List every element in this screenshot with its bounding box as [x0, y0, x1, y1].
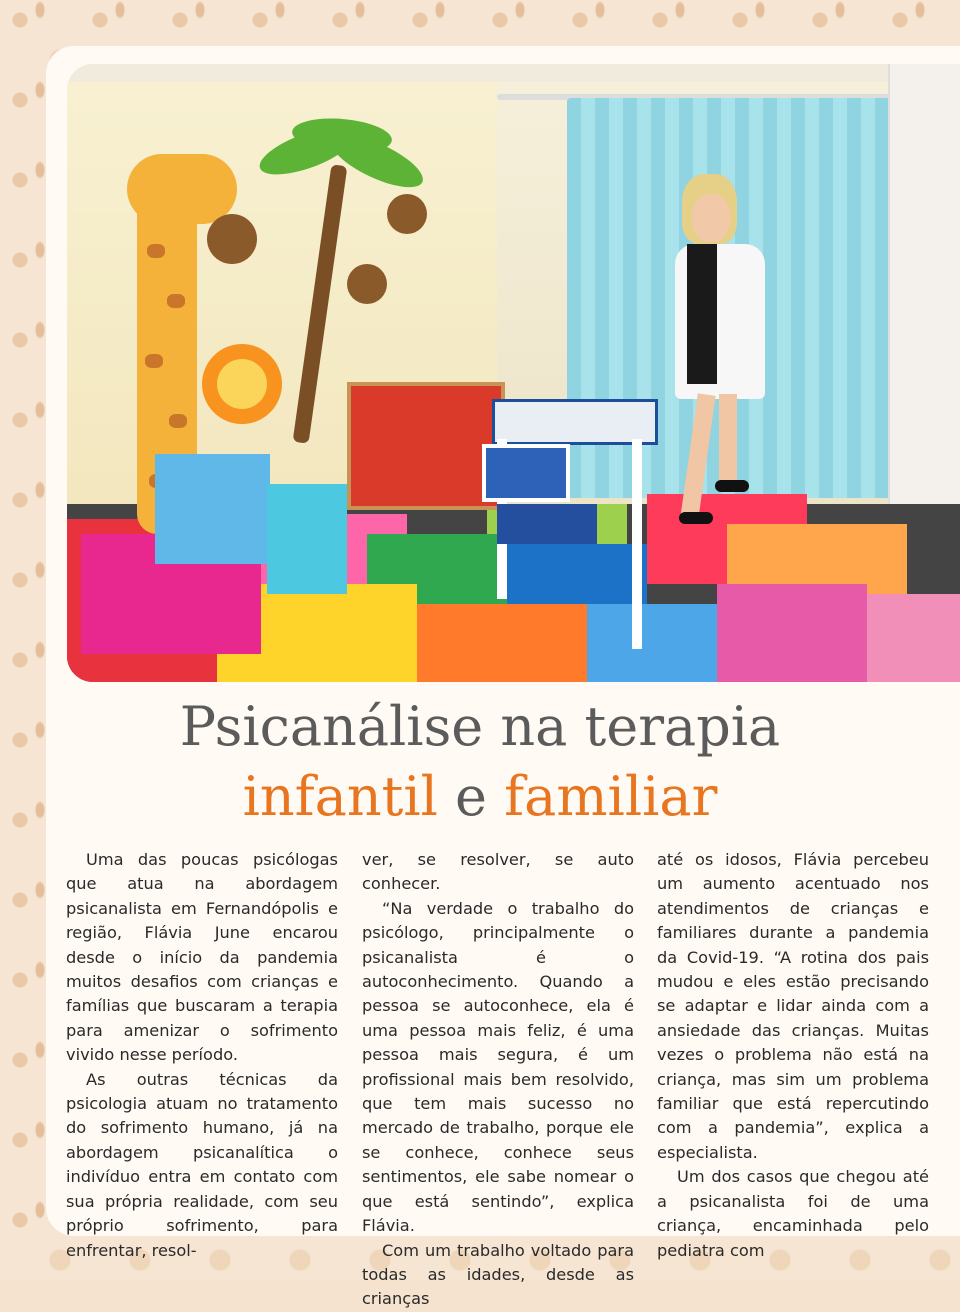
- toy-box: [155, 454, 270, 564]
- lion-face: [217, 359, 267, 409]
- headline-line-1: Psicanálise na terapia: [179, 695, 781, 758]
- giraffe-spot: [169, 414, 187, 428]
- giraffe-head: [127, 154, 237, 224]
- giraffe-spot: [145, 354, 163, 368]
- headline-conjunction: e: [455, 765, 487, 828]
- face: [692, 194, 730, 242]
- shoe: [679, 512, 713, 524]
- monkey-decal: [347, 264, 387, 304]
- paragraph: Uma das poucas psicólogas que atua na abordagem psicanalista em Fernandópolis e região, Flávia June encarou desde o início da pandemia muitos desafios com crianças e famílias que buscaram a terapia para amenizar o sofrimento vivido nesse período.: [66, 850, 338, 1065]
- leg: [719, 394, 737, 484]
- foam-mat-tile: [587, 604, 717, 682]
- shoe: [715, 480, 749, 492]
- playroom-photo: [67, 64, 960, 682]
- paragraph: As outras técnicas da psicologia atuam no tratamento do sofrimento humano, já na abordagem psicanalítica o indivíduo entra em contato com sua própria realidade, com seu próprio sofrimento, para enfrentar, resol-: [66, 1069, 338, 1260]
- foam-mat-tile: [417, 604, 587, 682]
- paragraph-continuation: ver, se resolver, se auto conhecer.: [362, 850, 634, 894]
- paragraph-continuation: até os idosos, Flávia percebeu um aumento acentuado nos atendimentos de crianças e familiares durante a pandemia da Covid-19. “A rotina dos pais mudou e eles estão precisando se adaptar e lidar ainda com a ansiedade das crianças. Muitas vezes o problema não está na criança, mas sim um problema familiar que está repercutindo com a pandemia”, explica a especialista.: [657, 850, 929, 1162]
- monkey-decal: [387, 194, 427, 234]
- headline-accent-word: familiar: [504, 765, 718, 828]
- headline-accent-word: infantil: [242, 765, 438, 828]
- giraffe-spot: [167, 294, 185, 308]
- paragraph: Com um trabalho voltado para todas as idades, desde as crianças: [362, 1240, 634, 1309]
- article-column-3: [657, 848, 929, 1263]
- paragraph: “Na verdade o trabalho do psicólogo, principalmente o psicanalista é o autoconhecimento. Quando a pessoa se autoconhece, ela é uma pessoa mais feliz, é uma pessoa mais segura, é um profissional mais bem resolvido, que tem mais sucesso no mercado de trabalho, porque ele se conhece, conhece seus sentimentos, ele sabe nomear o que está sentindo”, explica Flávia.: [362, 898, 634, 1236]
- chair-seat: [497, 504, 597, 544]
- dress: [687, 244, 717, 384]
- foam-mat-tile: [867, 594, 960, 682]
- foam-mat-tile: [717, 584, 867, 682]
- ceiling: [67, 64, 960, 82]
- article-column-2: [362, 848, 634, 1312]
- giraffe-spot: [147, 244, 165, 258]
- headline-line-2: [0, 765, 960, 828]
- table-leg: [632, 439, 642, 649]
- paragraph: Um dos casos que chegou até a psicanalista foi de uma criança, encaminhada pelo pediatra com: [657, 1167, 929, 1260]
- article-column-1: [66, 848, 338, 1263]
- kids-chair: [482, 444, 570, 502]
- monkey-decal: [207, 214, 257, 264]
- toy-box: [267, 484, 347, 594]
